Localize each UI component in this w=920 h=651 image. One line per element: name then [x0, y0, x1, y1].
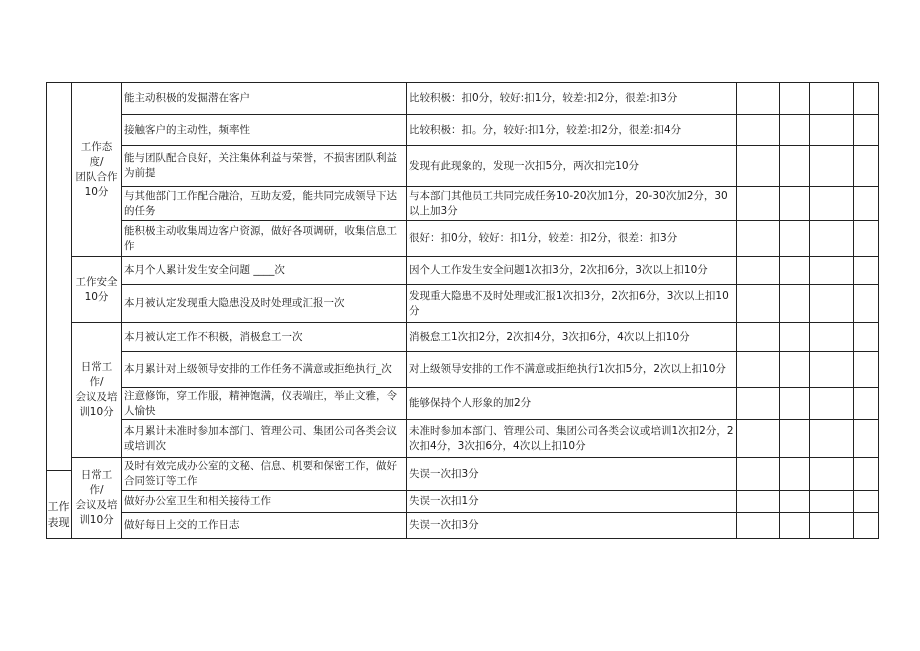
standard-cell: 接触客户的主动性，频率性 [122, 115, 407, 146]
score-cell[interactable] [780, 388, 810, 420]
score-cell[interactable] [810, 420, 854, 458]
assessment-table [46, 82, 879, 539]
score-cell[interactable] [854, 491, 879, 513]
score-cell[interactable] [854, 146, 879, 187]
category-cell-safety: 工作安全 10分 [72, 257, 122, 323]
scoring-cell: 比较积极：扣0分，较好:扣1分，较差:扣2分，很差:扣3分 [407, 83, 737, 115]
category-cell-daily-work: 日常工作/ 会议及培 训10分 [72, 323, 122, 458]
standard-cell: 能主动积极的发掘潜在客户 [122, 83, 407, 115]
table-row [47, 83, 879, 115]
standard-cell: 本月被认定工作不积极，消极怠工一次 [122, 323, 407, 352]
score-cell[interactable] [737, 221, 780, 257]
table-row [47, 491, 879, 513]
score-cell[interactable] [780, 513, 810, 539]
score-cell[interactable] [854, 187, 879, 221]
section-label-line: 表现 [47, 515, 70, 529]
scoring-cell: 很好：扣0分，较好：扣1分，较差：扣2分，很差：扣3分 [407, 221, 737, 257]
table-row [47, 513, 879, 539]
table-row [47, 458, 879, 491]
scoring-cell: 发现有此现象的，发现一次扣5分，两次扣完10分 [407, 146, 737, 187]
score-cell[interactable] [780, 257, 810, 285]
standard-cell: 能积极主动收集周边客户资源，做好各项调研，收集信息工作 [122, 221, 407, 257]
category-cell-daily-work-2: 日常工作/ 会议及培 训10分 [72, 458, 122, 539]
score-cell[interactable] [737, 83, 780, 115]
score-cell[interactable] [810, 146, 854, 187]
standard-cell: 本月个人累计发生安全问题 ____次 [122, 257, 407, 285]
score-cell[interactable] [737, 323, 780, 352]
scoring-cell: 因个人工作发生安全问题1次扣3分，2次扣6分，3次以上扣10分 [407, 257, 737, 285]
scoring-cell: 能够保持个人形象的加2分 [407, 388, 737, 420]
score-cell[interactable] [780, 83, 810, 115]
score-cell[interactable] [854, 285, 879, 323]
standard-cell: 能与团队配合良好，关注集体利益与荣誉，不损害团队利益为前提 [122, 146, 407, 187]
table-row [47, 257, 879, 285]
score-cell[interactable] [780, 323, 810, 352]
scoring-cell: 对上级领导安排的工作不满意或拒绝执行1次扣5分，2次以上扣10分 [407, 352, 737, 388]
score-cell[interactable] [810, 83, 854, 115]
table-row [47, 388, 879, 420]
score-cell[interactable] [737, 285, 780, 323]
score-cell[interactable] [810, 115, 854, 146]
score-cell[interactable] [737, 491, 780, 513]
section-label [46, 471, 71, 558]
scoring-cell: 失误一次扣3分 [407, 458, 737, 491]
score-cell[interactable] [780, 146, 810, 187]
score-cell[interactable] [854, 513, 879, 539]
score-cell[interactable] [854, 420, 879, 458]
scoring-cell: 发现重大隐患不及时处理或汇报1次扣3分，2次扣6分，3次以上扣10分 [407, 285, 737, 323]
score-cell[interactable] [810, 388, 854, 420]
score-cell[interactable] [854, 388, 879, 420]
score-cell[interactable] [737, 352, 780, 388]
score-cell[interactable] [737, 257, 780, 285]
score-cell[interactable] [810, 285, 854, 323]
score-cell[interactable] [810, 513, 854, 539]
scoring-cell: 失误一次扣3分 [407, 513, 737, 539]
score-cell[interactable] [854, 257, 879, 285]
assessment-table-sheet [46, 82, 878, 558]
score-cell[interactable] [810, 458, 854, 491]
score-cell[interactable] [780, 491, 810, 513]
scoring-cell: 消极怠工1次扣2分，2次扣4分，3次扣6分，4次以上扣10分 [407, 323, 737, 352]
score-cell[interactable] [780, 352, 810, 388]
scoring-cell: 比较积极：扣。分，较好:扣1分，较差:扣2分，很差:扣4分 [407, 115, 737, 146]
score-cell[interactable] [854, 221, 879, 257]
table-row [47, 221, 879, 257]
standard-cell: 与其他部门工作配合融洽，互助友爱，能共同完成领导下达的任务 [122, 187, 407, 221]
score-cell[interactable] [854, 323, 879, 352]
standard-cell: 做好办公室卫生和相关接待工作 [122, 491, 407, 513]
table-row [47, 187, 879, 221]
section-label-line: 工作 [47, 499, 70, 513]
score-cell[interactable] [737, 115, 780, 146]
table-row [47, 352, 879, 388]
score-cell[interactable] [854, 83, 879, 115]
scoring-cell: 未准时参加本部门、管理公司、集团公司各类会议或培训1次扣2分，2次扣4分，3次扣6分，4次以上扣10分 [407, 420, 737, 458]
standard-cell: 本月累计未准时参加本部门、管理公司、集团公司各类会议或培训次 [122, 420, 407, 458]
score-cell[interactable] [854, 458, 879, 491]
score-cell[interactable] [854, 352, 879, 388]
score-cell[interactable] [737, 146, 780, 187]
score-cell[interactable] [737, 513, 780, 539]
score-cell[interactable] [737, 187, 780, 221]
standard-cell: 做好每日上交的工作日志 [122, 513, 407, 539]
score-cell[interactable] [737, 420, 780, 458]
table-row [47, 285, 879, 323]
table-row [47, 115, 879, 146]
table-row [47, 323, 879, 352]
score-cell[interactable] [737, 458, 780, 491]
score-cell[interactable] [810, 323, 854, 352]
scoring-cell: 失误一次扣1分 [407, 491, 737, 513]
standard-cell: 注意修饰，穿工作服，精神饱满，仪表端庄，举止文雅，令人愉快 [122, 388, 407, 420]
category-cell-attitude: 工作态度/ 团队合作 10分 [72, 83, 122, 257]
score-cell[interactable] [780, 187, 810, 221]
standard-cell: 本月累计对上级领导安排的工作任务不满意或拒绝执行_次 [122, 352, 407, 388]
score-cell[interactable] [780, 285, 810, 323]
score-cell[interactable] [780, 221, 810, 257]
score-cell[interactable] [854, 115, 879, 146]
score-cell[interactable] [810, 221, 854, 257]
score-cell[interactable] [780, 115, 810, 146]
score-cell[interactable] [810, 352, 854, 388]
score-cell[interactable] [780, 420, 810, 458]
standard-cell: 本月被认定发现重大隐患没及时处理或汇报一次 [122, 285, 407, 323]
score-cell[interactable] [737, 388, 780, 420]
score-cell[interactable] [810, 491, 854, 513]
table-row [47, 420, 879, 458]
scoring-cell: 与本部门其他员工共同完成任务10-20次加1分，20-30次加2分，30以上加3分 [407, 187, 737, 221]
score-cell[interactable] [810, 187, 854, 221]
score-cell[interactable] [810, 257, 854, 285]
score-cell[interactable] [780, 458, 810, 491]
standard-cell: 及时有效完成办公室的文秘、信息、机要和保密工作，做好合同签订等工作 [122, 458, 407, 491]
section-divider [46, 470, 71, 471]
table-row [47, 146, 879, 187]
